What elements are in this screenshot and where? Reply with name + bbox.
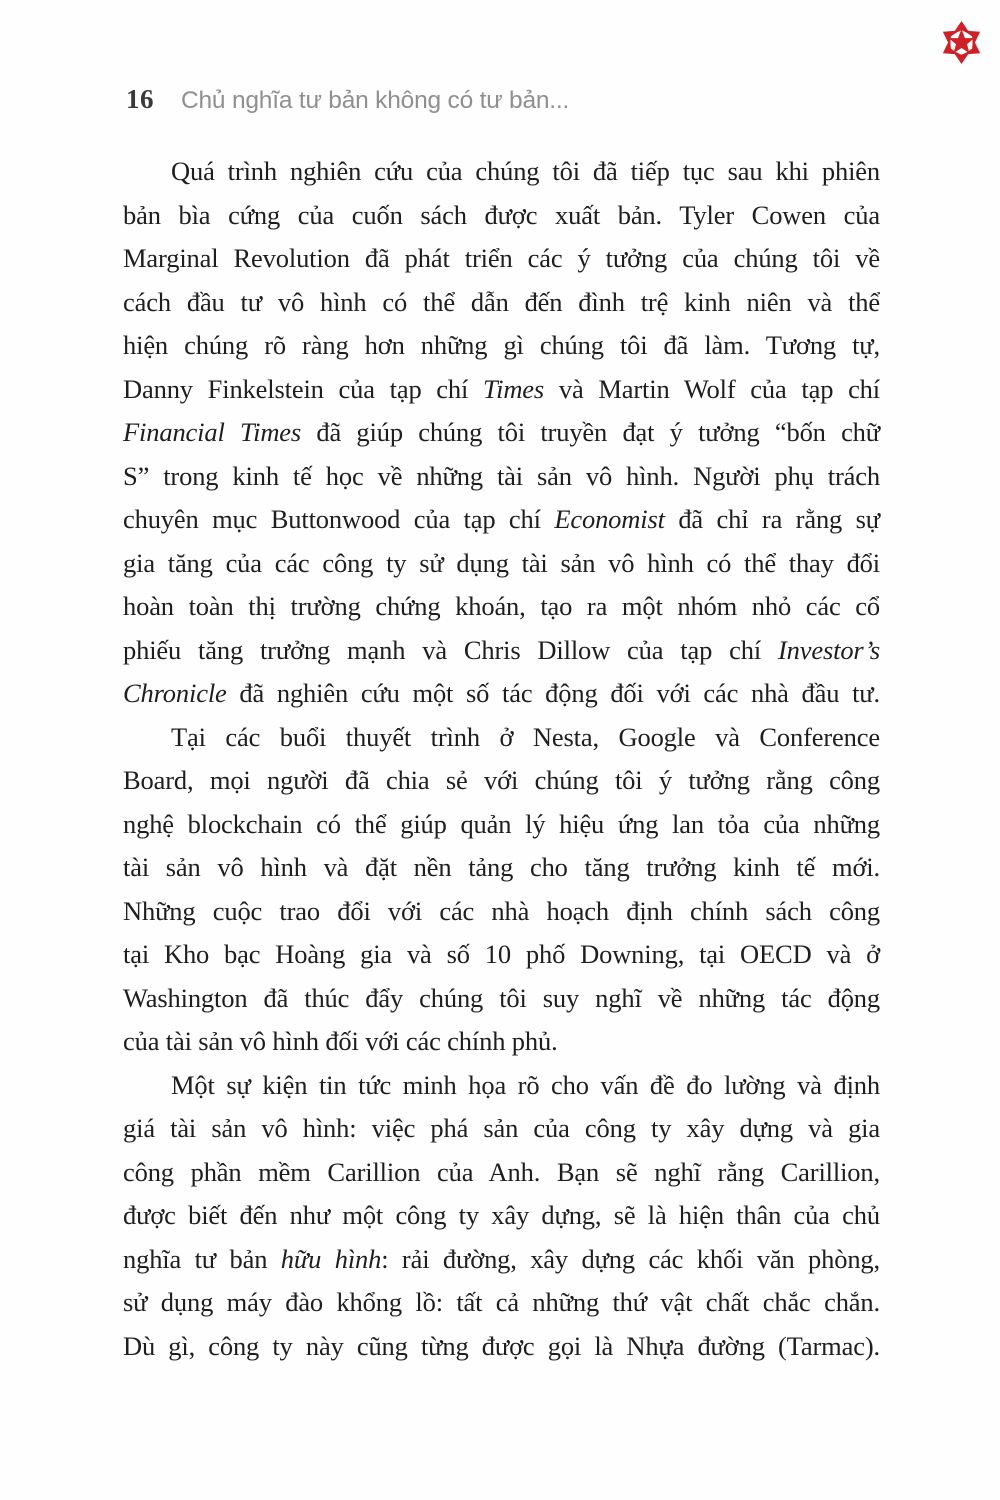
text-line — [123, 716, 880, 760]
text-segment: Dù gì, công ty này cũng từng được gọi là Nhựa đường (Tarmac). — [123, 1330, 880, 1361]
text-line — [123, 803, 880, 847]
text-segment: tài sản vô hình và đặt nền tảng cho tăng trưởng kinh tế mới. — [123, 852, 880, 882]
text-segment: đã giúp chúng tôi truyền đạt ý tưởng “bốn chữ — [301, 417, 880, 447]
text-segment: nghĩa tư bản — [123, 1243, 281, 1274]
text-segment: Quá trình nghiên cứu của chúng tôi đã tiếp tục sau khi phiên — [171, 156, 880, 186]
text-line — [123, 324, 880, 368]
italic-text: Chronicle — [123, 678, 227, 708]
text-line — [123, 281, 880, 325]
text-segment: gia tăng của các công ty sử dụng tài sản vô hình có thể thay đổi — [123, 547, 880, 578]
text-segment: và Martin Wolf của tạp chí — [544, 373, 880, 404]
text-line — [123, 890, 880, 934]
text-segment: cách đầu tư vô hình có thể dẫn đến đình trệ kinh niên và thể — [123, 286, 880, 317]
text-segment: : rải đường, xây dựng các khối văn phòng, — [381, 1243, 880, 1274]
text-line — [123, 759, 880, 803]
text-line — [123, 1194, 880, 1238]
text-segment: Board, mọi người đã chia sẻ với chúng tôi ý tưởng rằng công — [123, 765, 880, 795]
logo-petals — [938, 21, 985, 64]
text-segment: S” trong kinh tế học về những tài sản vô hình. Người phụ trách — [123, 460, 880, 491]
text-line — [123, 672, 880, 716]
text-segment: của tài sản vô hình đối với các chính phủ. — [123, 1026, 558, 1056]
italic-text: hữu hình — [280, 1243, 382, 1274]
text-line — [123, 237, 880, 281]
text-line — [123, 933, 880, 977]
text-line — [123, 1325, 880, 1369]
text-line — [123, 194, 880, 238]
italic-text: Investor’s — [777, 634, 880, 665]
text-line — [123, 498, 880, 542]
text-line — [123, 542, 880, 586]
text-segment: Tại các buổi thuyết trình ở Nesta, Google và Conference — [171, 721, 880, 752]
text-segment: bản bìa cứng của cuốn sách được xuất bản. Tyler Cowen của — [123, 199, 880, 230]
italic-text: Financial Times — [123, 417, 302, 447]
running-header — [126, 84, 569, 115]
text-segment: đã nghiên cứu một số tác động đối với các nhà đầu tư. — [226, 678, 880, 708]
running-header-title: Chủ nghĩa tư bản không có tư bản... — [181, 87, 570, 114]
text-segment: được biết đến như một công ty xây dựng, sẽ là hiện thân của chủ — [123, 1200, 880, 1230]
text-line — [123, 150, 880, 194]
text-segment: phiếu tăng trưởng mạnh và Chris Dillow của tạp chí — [123, 634, 778, 665]
text-segment: chuyên mục Buttonwood của tạp chí — [123, 504, 555, 534]
italic-text: Times — [482, 373, 545, 404]
text-line — [123, 977, 880, 1021]
text-line — [123, 1064, 880, 1108]
text-segment: giá tài sản vô hình: việc phá sản của công ty xây dựng và gia — [123, 1113, 880, 1143]
body-text — [123, 150, 880, 1368]
text-segment: hoàn toàn thị trường chứng khoán, tạo ra một nhóm nhỏ các cổ — [123, 591, 880, 621]
publisher-flower-logo — [938, 19, 985, 66]
text-line — [123, 411, 880, 455]
text-line — [123, 368, 880, 412]
text-segment: Một sự kiện tin tức minh họa rõ cho vấn đề đo lường và định — [171, 1069, 880, 1100]
text-line — [123, 1151, 880, 1195]
text-line — [123, 1107, 880, 1151]
page-number: 16 — [126, 84, 154, 114]
text-segment: Danny Finkelstein của tạp chí — [123, 373, 483, 404]
text-segment: Những cuộc trao đổi với các nhà hoạch định chính sách công — [123, 895, 880, 926]
text-line — [123, 585, 880, 629]
text-segment: sử dụng máy đào khổng lồ: tất cả những thứ vật chất chắc chắn. — [123, 1287, 880, 1317]
text-line — [123, 629, 880, 673]
italic-text: Economist — [554, 504, 665, 534]
text-line — [123, 1238, 880, 1282]
text-segment: Washington đã thúc đẩy chúng tôi suy nghĩ về những tác động — [123, 982, 880, 1013]
text-line — [123, 846, 880, 890]
text-line — [123, 1281, 880, 1325]
text-segment: tại Kho bạc Hoàng gia và số 10 phố Downing, tại OECD và ở — [123, 939, 880, 969]
text-line — [123, 455, 880, 499]
text-segment: đã chỉ ra rằng sự — [664, 504, 880, 534]
text-segment: Marginal Revolution đã phát triển các ý tưởng của chúng tôi về — [123, 243, 880, 273]
text-line — [123, 1020, 880, 1064]
text-segment: công phần mềm Carillion của Anh. Bạn sẽ nghĩ rằng Carillion, — [123, 1156, 880, 1187]
text-segment: nghệ blockchain có thể giúp quản lý hiệu ứng lan tỏa của những — [123, 808, 880, 839]
text-segment: hiện chúng rõ ràng hơn những gì chúng tôi đã làm. Tương tự, — [123, 330, 880, 360]
